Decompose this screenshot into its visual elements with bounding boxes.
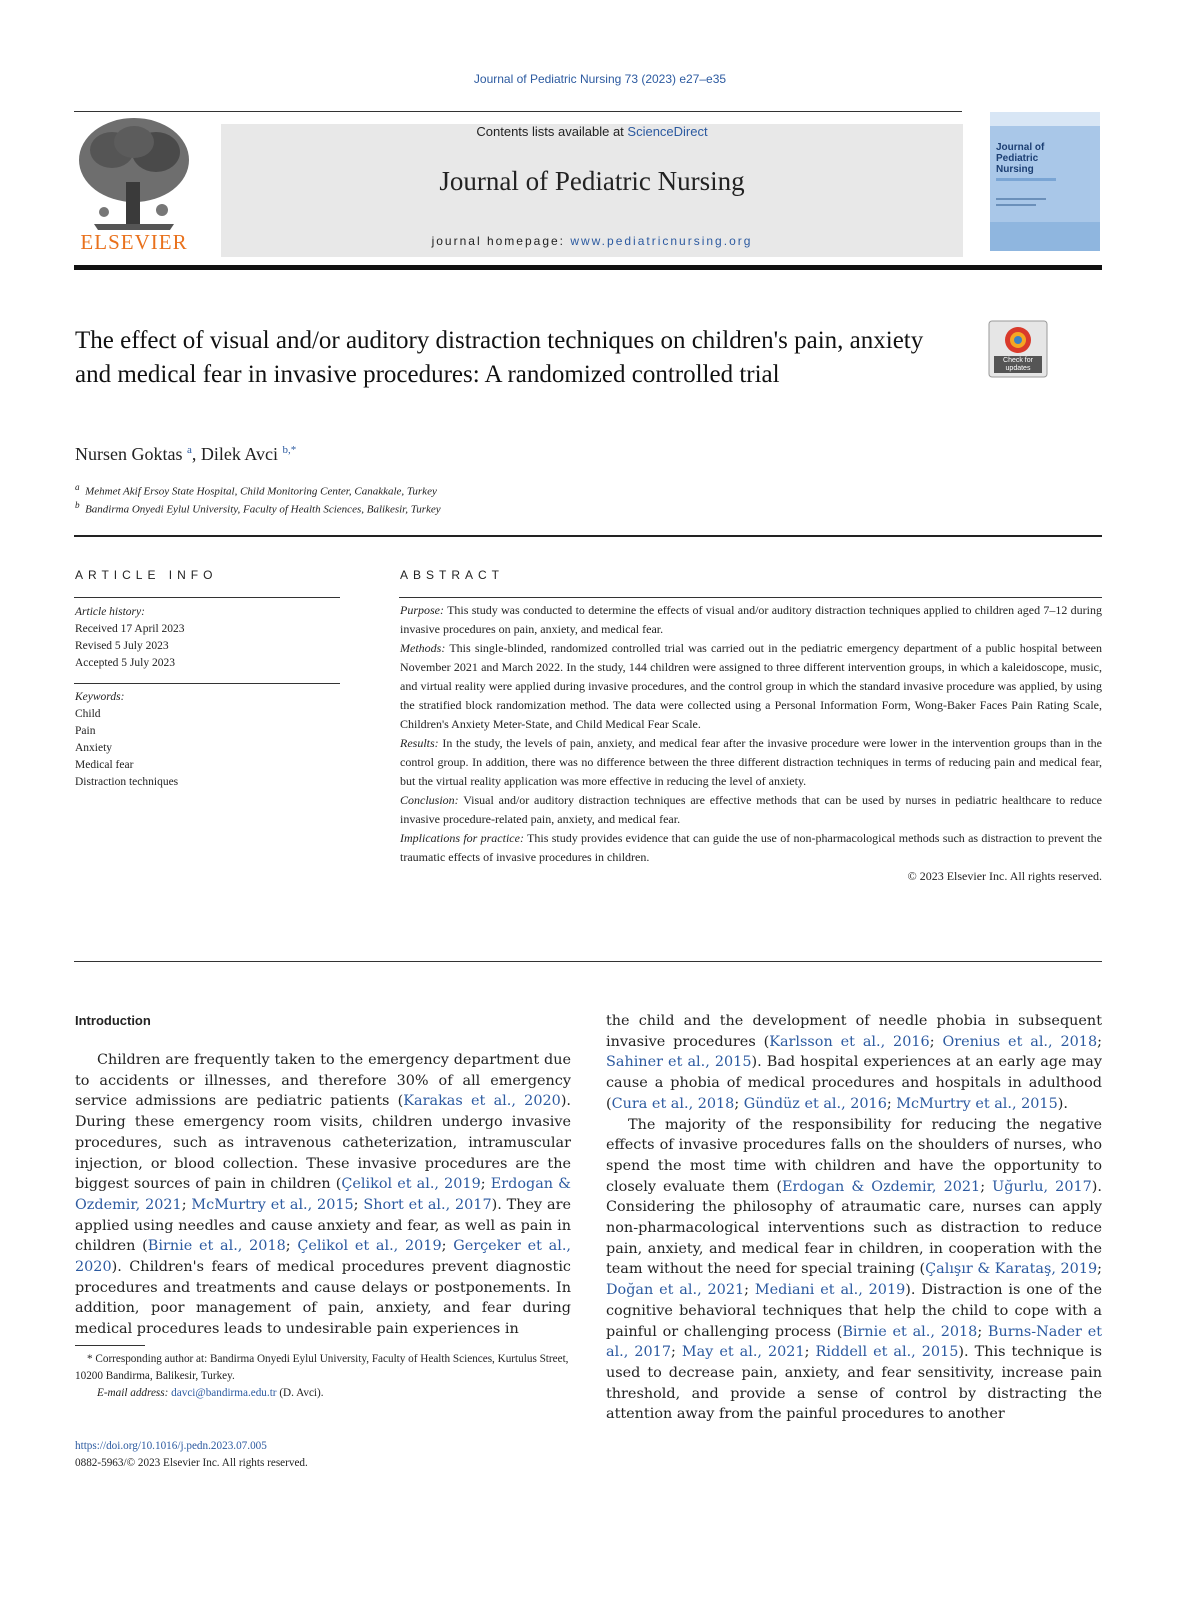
intro-paragraph (606, 1011, 1102, 1115)
paragraph-text: ; (886, 1095, 897, 1112)
paragraph-text: ; (1097, 1261, 1102, 1278)
citation-link[interactable]: Çelikol et al., 2019 (297, 1238, 442, 1255)
history-label: Article history: (75, 606, 145, 618)
homepage-link[interactable]: www.pediatricnursing.org (570, 234, 753, 248)
citation-link[interactable]: Riddell et al., 2015 (815, 1344, 959, 1361)
citation-link[interactable]: Gerçeker et al., 2020 (75, 1238, 571, 1276)
author-name[interactable]: Nursen Goktas (75, 444, 183, 464)
abstract-conclusion: Conclusion: Visual and/or auditory distraction techniques are effective methods that can be used by nurses in pediatric healthcare to reduce invasive procedure-related pain, anxiety, and medical fear. (400, 793, 1102, 826)
footnote (75, 1351, 571, 1402)
abstract-methods: Methods: This single-blinded, randomized controlled trial was carried out in the pediatric emergency department of a public hospital between November 2021 and March 2022. In the study, 144 children were assigned to three different intervention groups, in which a kaleidoscope, music, and virtual reality were applied during invasive procedures, and the control group in which the standard invasive procedure was applied, by using the stratified block randomization method. The data were collected using a Personal Information Form, Wong-Baker Faces Pain Rating Scale, Children's Anxiety Meter-State, and Child Medical Fear Scale. (400, 641, 1102, 731)
paragraph-text: ). Children's fears of medical procedures prevent diagnostic procedures and treatments and cause delays or postponements. In addition, poor management of pain, anxiety, and fear during medical procedures leads to undesirable pain experiences in (75, 1259, 571, 1338)
paragraph-text: ). Considering the philosophy of atraumatic care, nurses can apply non-pharmacological interventions such as distraction to reduce pain, anxiety, and medical fear in children, in cooperation with the team without the need for special training ( (606, 1178, 1102, 1278)
author-affil-marker[interactable]: a (186, 444, 192, 456)
paragraph-text: ; (480, 1176, 491, 1193)
paragraph-text: ). (1057, 1095, 1068, 1112)
paragraph-text: ). During these emergency room visits, children undergo invasive procedures, such as intravenous catheterization, intramuscular injection, or blood collection. These invasive procedures are the biggest sources of pain in children ( (75, 1093, 572, 1193)
author-name[interactable]: Dilek Avci (200, 444, 279, 464)
paragraph-text: ; (980, 1178, 993, 1195)
citation-link[interactable]: Birnie et al., 2018 (147, 1238, 286, 1255)
paragraph-text: The majority of the responsibility for reducing the negative effects of invasive procedures falls on the shoulders of nurses, who spend the most time with children and have the opportunity to closely evaluate them ( (606, 1116, 1102, 1195)
footnote-rule (75, 1345, 145, 1346)
paragraph-text: ). Bad hospital experiences at an early age may cause a phobia of medical procedures and hospitals in adulthood ( (606, 1054, 1102, 1112)
paragraph-text: ; (804, 1344, 816, 1361)
citation-link[interactable]: Birnie et al., 2018 (842, 1323, 978, 1340)
citation-link[interactable]: Sahiner et al., 2015 (606, 1054, 752, 1071)
email-link[interactable]: davci@bandirma.edu.tr (171, 1387, 277, 1399)
footnote-marker: * (87, 1353, 93, 1365)
article-info-heading: ARTICLE INFO (75, 568, 218, 582)
paragraph-text: ; (734, 1095, 744, 1112)
article-history (75, 604, 340, 672)
abstract-copyright: © 2023 Elsevier Inc. All rights reserved. (907, 869, 1102, 883)
email-label: E-mail address: (97, 1387, 169, 1399)
history-received: Received 17 April 2023 (75, 623, 185, 635)
section-heading-introduction: Introduction (75, 1013, 151, 1028)
history-revised: Revised 5 July 2023 (75, 640, 169, 652)
journal-masthead (221, 124, 963, 257)
paragraph-text: ; (285, 1238, 298, 1255)
running-header[interactable]: Journal of Pediatric Nursing 73 (2023) e27–e35 (473, 72, 727, 86)
body-column-right (606, 1011, 1102, 1425)
paragraph-text: ; (1097, 1033, 1102, 1050)
author-rule (74, 535, 1102, 537)
citation-link[interactable]: Orenius et al., 2018 (942, 1033, 1098, 1050)
doi-link[interactable]: https://doi.org/10.1016/j.pedn.2023.07.005 (75, 1440, 267, 1452)
affiliation: $^a$ Mehmet Akif Ersoy State Hospital, Child Monitoring Center, Canakkale, Turkey (75, 482, 437, 498)
keyword: Anxiety (75, 742, 113, 754)
crossmark-label: Check for updates (1003, 357, 1033, 372)
abstract-purpose: Purpose: This study was conducted to determine the effects of visual and/or auditory distraction techniques applied to children aged 7–12 during invasive procedures on pain, anxiety, and medical fear. (400, 603, 1102, 636)
author-list: Nursen Goktas $^a$, Dilek Avci $^{b,*}$ (75, 444, 297, 464)
publisher-logo (74, 112, 194, 252)
citation-link[interactable]: Çalışır & Karataş, 2019 (925, 1261, 1098, 1278)
article-title: The effect of visual and/or auditory distraction techniques on children's pain, anxiety and medical fear in invasive procedures: A randomized controlled trial (75, 327, 924, 388)
sciencedirect-link[interactable]: ScienceDirect (627, 124, 708, 139)
cover-title: Journal of Pediatric Nursing (996, 142, 1045, 175)
paragraph-text: Children are frequently taken to the emergency department due to accidents or illnesses, and therefore 30% of all emergency service admissions are pediatric patients ( (75, 1052, 571, 1110)
footnote-text: Corresponding author at: Bandirma Onyedi Eylul University, Faculty of Health Sciences, Kurtulus Street, 10200 Bandirma, Balikesir, Turkey. (75, 1353, 569, 1382)
citation-link[interactable]: Short et al., 2017 (363, 1196, 492, 1213)
contents-line (221, 124, 963, 139)
intro-paragraph (606, 1115, 1102, 1426)
citation-link[interactable]: Burns-Nader et al., 2017 (606, 1323, 1102, 1361)
citation-link[interactable]: Erdogan & Ozdemir, 2021 (75, 1176, 571, 1213)
keyword: Child (75, 708, 101, 720)
paragraph-text: ; (441, 1238, 454, 1255)
contents-prefix: Contents lists available at (476, 124, 628, 139)
paragraph-text: ; (929, 1033, 943, 1050)
abstract-body (400, 601, 1102, 886)
issn-line: 0882-5963/© 2023 Elsevier Inc. All rights reserved. (75, 1457, 308, 1469)
citation-link[interactable]: May et al., 2021 (681, 1344, 805, 1361)
abstract-rule (74, 961, 1102, 962)
journal-name: Journal of Pediatric Nursing (439, 166, 745, 196)
paragraph-text: ; (353, 1196, 364, 1213)
paragraph-text: the child and the development of needle phobia in subsequent invasive procedures ( (606, 1013, 1102, 1050)
paragraph-text: ). They are applied using needles and cause anxiety and fear, as well as pain in children ( (75, 1196, 571, 1255)
abstract-results: Results: In the study, the levels of pain, anxiety, and medical fear after the invasive procedure were lower in the intervention groups than in the control group. In addition, there was no difference between the three different distraction techniques in terms of reducing pain and medical fear, but the virtual reality application was more effective in reducing the level of anxiety. (400, 736, 1102, 788)
homepage-prefix: journal homepage: (431, 234, 571, 248)
citation-link[interactable]: Karlsson et al., 2016 (769, 1033, 930, 1050)
check-for-updates-badge[interactable] (988, 320, 1048, 378)
keywords-label: Keywords: (75, 691, 125, 703)
citation-link[interactable]: Cura et al., 2018 (611, 1095, 735, 1112)
paragraph-text: ). This technique is used to decrease pain, anxiety, and fear sensitivity, increase pain threshold, and provide a sense of control by distracting the attention away from the painful procedures to another (606, 1344, 1102, 1423)
author-affil-marker[interactable]: b,* (282, 444, 297, 456)
citation-link[interactable]: Gündüz et al., 2016 (743, 1095, 887, 1112)
journal-cover-thumbnail[interactable] (990, 112, 1100, 251)
paragraph-text: ; (744, 1282, 755, 1299)
affiliation: $^b$ Bandirma Onyedi Eylul University, Faculty of Health Sciences, Balikesir, Turkey (75, 500, 441, 516)
citation-link[interactable]: Çelikol et al., 2019 (341, 1176, 481, 1193)
paragraph-text: ; (670, 1344, 682, 1361)
body-column-left (75, 1050, 571, 1340)
publisher-name: ELSEVIER (80, 230, 188, 254)
abstract-heading: ABSTRACT (400, 568, 505, 582)
intro-paragraph (75, 1050, 571, 1340)
email-suffix: (D. Avci). (276, 1387, 324, 1399)
citation-link[interactable]: Erdogan & Ozdemir, 2021 (782, 1178, 981, 1195)
abstract-implications: Implications for practice: This study provides evidence that can guide the use of non-pharmacological methods such as distraction to prevent the traumatic effects of invasive procedures in children. (400, 831, 1102, 864)
citation-link[interactable]: McMurtry et al., 2015 (896, 1095, 1058, 1112)
keywords (75, 689, 340, 791)
citation-link[interactable]: Mediani et al., 2019 (754, 1282, 906, 1299)
keyword: Distraction techniques (75, 776, 179, 788)
paragraph-text: ; (181, 1196, 192, 1213)
masthead-rule (74, 265, 1102, 270)
citation-link[interactable]: McMurtry et al., 2015 (191, 1196, 354, 1213)
paragraph-text: ). Distraction is one of the cognitive behavioral techniques that help the child to cope with a painful or challenging process ( (606, 1282, 1102, 1340)
keyword: Medical fear (75, 759, 134, 771)
citation-link[interactable]: Uğurlu, 2017 (992, 1178, 1092, 1195)
homepage-line (221, 234, 963, 248)
citation-link[interactable]: Karakas et al., 2020 (403, 1093, 561, 1110)
paragraph-text: ; (977, 1323, 988, 1340)
citation-link[interactable]: Doğan et al., 2021 (606, 1282, 745, 1299)
keyword: Pain (75, 725, 96, 737)
header-rule (74, 111, 962, 112)
history-accepted: Accepted 5 July 2023 (75, 657, 175, 669)
